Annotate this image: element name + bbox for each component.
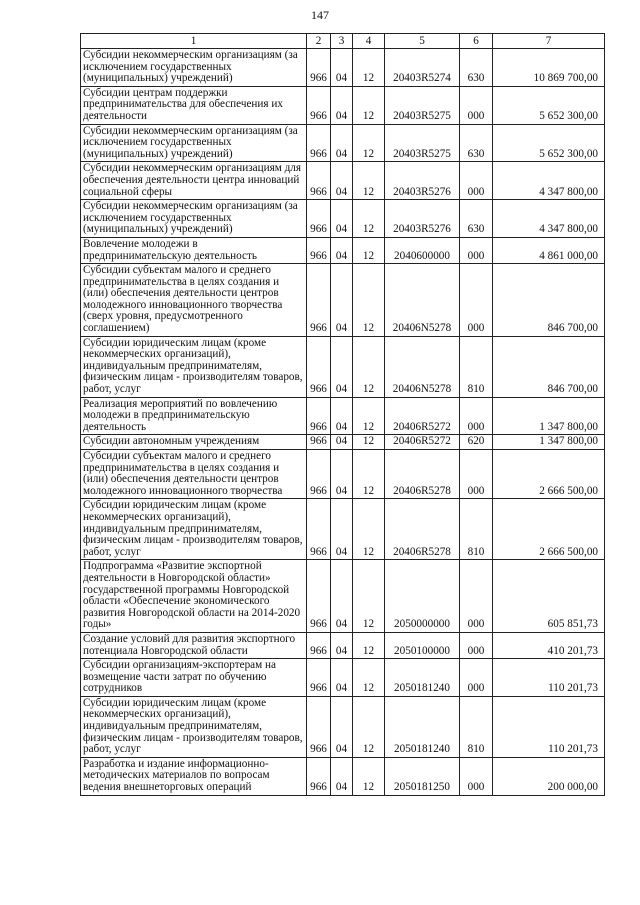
amount: 4 347 800,00: [493, 162, 605, 200]
section-code: 04: [331, 659, 353, 697]
expense-type-code: 000: [460, 560, 493, 633]
amount: 1 347 800,00: [493, 397, 605, 435]
row-name: Подпрограмма «Развитие экспортной деятельности в Новгородской области» государственной программы Новгородской области «Обеспечение экономического развития Новгородской области на 2014-2020 годы»: [81, 560, 307, 633]
admin-code: 966: [307, 757, 331, 795]
table-row: [81, 200, 605, 238]
admin-code: 966: [307, 49, 331, 87]
page-number: 147: [311, 8, 329, 22]
table-row: [81, 124, 605, 162]
expense-type-code: 000: [460, 397, 493, 435]
section-code: 04: [331, 336, 353, 397]
subsection-code: 12: [353, 757, 385, 795]
expense-type-code: 000: [460, 450, 493, 499]
row-name: Субсидии юридическим лицам (кроме некоммерческих организаций), индивидуальным предпринимателям, физическим лицам - производителям товаров, работ, услуг: [81, 499, 307, 560]
subsection-code: 12: [353, 264, 385, 337]
column-header: 4: [353, 34, 385, 49]
amount: 5 652 300,00: [493, 124, 605, 162]
column-header: 7: [493, 34, 605, 49]
row-name: Субсидии субъектам малого и среднего предпринимательства в целях создания и (или) обеспечения деятельности центров молодежного инновационного творчества (сверх уровня, предусмотренного соглашением): [81, 264, 307, 337]
table-header-row: [81, 34, 605, 49]
target-article-code: 2050181240: [385, 659, 460, 697]
table-row: [81, 499, 605, 560]
admin-code: 966: [307, 435, 331, 450]
section-code: 04: [331, 435, 353, 450]
row-name: Субсидии юридическим лицам (кроме некоммерческих организаций), индивидуальным предпринимателям, физическим лицам - производителям товаров, работ, услуг: [81, 336, 307, 397]
amount: 200 000,00: [493, 757, 605, 795]
budget-table: [80, 33, 605, 796]
expense-type-code: 000: [460, 264, 493, 337]
section-code: 04: [331, 450, 353, 499]
target-article-code: 20403R5275: [385, 86, 460, 124]
section-code: 04: [331, 86, 353, 124]
target-article-code: 2040600000: [385, 237, 460, 263]
table-row: [81, 336, 605, 397]
target-article-code: 20406N5278: [385, 264, 460, 337]
section-code: 04: [331, 237, 353, 263]
target-article-code: 20403R5276: [385, 162, 460, 200]
section-code: 04: [331, 397, 353, 435]
subsection-code: 12: [353, 632, 385, 658]
table-row: [81, 86, 605, 124]
subsection-code: 12: [353, 49, 385, 87]
target-article-code: 20403R5275: [385, 124, 460, 162]
section-code: 04: [331, 632, 353, 658]
target-article-code: 2050181240: [385, 696, 460, 757]
amount: 605 851,73: [493, 560, 605, 633]
amount: 4 347 800,00: [493, 200, 605, 238]
target-article-code: 20406N5278: [385, 336, 460, 397]
table-row: [81, 560, 605, 633]
target-article-code: 20406R5278: [385, 499, 460, 560]
section-code: 04: [331, 560, 353, 633]
admin-code: 966: [307, 560, 331, 633]
row-name: Субсидии некоммерческим организациям (за исключением государственных (муниципальных) учреждений): [81, 200, 307, 238]
row-name: Субсидии субъектам малого и среднего предпринимательства в целях создания и (или) обеспечения деятельности центров молодежного инновационного творчества: [81, 450, 307, 499]
target-article-code: 20406R5272: [385, 435, 460, 450]
expense-type-code: 810: [460, 696, 493, 757]
row-name: Субсидии центрам поддержки предпринимательства для обеспечения их деятельности: [81, 86, 307, 124]
section-code: 04: [331, 264, 353, 337]
section-code: 04: [331, 499, 353, 560]
target-article-code: 20406R5278: [385, 450, 460, 499]
amount: 10 869 700,00: [493, 49, 605, 87]
admin-code: 966: [307, 264, 331, 337]
subsection-code: 12: [353, 450, 385, 499]
row-name: Субсидии организациям-экспортерам на возмещение части затрат по обучению сотрудников: [81, 659, 307, 697]
target-article-code: 20406R5272: [385, 397, 460, 435]
expense-type-code: 810: [460, 499, 493, 560]
row-name: Реализация мероприятий по вовлечению молодежи в предпринимательскую деятельность: [81, 397, 307, 435]
expense-type-code: 000: [460, 757, 493, 795]
section-code: 04: [331, 124, 353, 162]
expense-type-code: 620: [460, 435, 493, 450]
column-header: 5: [385, 34, 460, 49]
expense-type-code: 000: [460, 86, 493, 124]
table-row: [81, 237, 605, 263]
subsection-code: 12: [353, 237, 385, 263]
expense-type-code: 810: [460, 336, 493, 397]
subsection-code: 12: [353, 397, 385, 435]
expense-type-code: 000: [460, 237, 493, 263]
row-name: Субсидии некоммерческим организациям для обеспечения деятельности центра инноваций социальной сферы: [81, 162, 307, 200]
admin-code: 966: [307, 336, 331, 397]
admin-code: 966: [307, 124, 331, 162]
subsection-code: 12: [353, 86, 385, 124]
row-name: Разработка и издание информационно-методических материалов по вопросам ведения внешнеторговых операций: [81, 757, 307, 795]
subsection-code: 12: [353, 200, 385, 238]
row-name: Вовлечение молодежи в предпринимательскую деятельность: [81, 237, 307, 263]
admin-code: 966: [307, 397, 331, 435]
row-name: Субсидии автономным учреждениям: [81, 435, 307, 450]
target-article-code: 2050181250: [385, 757, 460, 795]
table-row: [81, 162, 605, 200]
subsection-code: 12: [353, 499, 385, 560]
table-row: [81, 632, 605, 658]
subsection-code: 12: [353, 336, 385, 397]
amount: 110 201,73: [493, 659, 605, 697]
target-article-code: 2050000000: [385, 560, 460, 633]
expense-type-code: 000: [460, 632, 493, 658]
section-code: 04: [331, 200, 353, 238]
admin-code: 966: [307, 659, 331, 697]
admin-code: 966: [307, 450, 331, 499]
table-row: [81, 757, 605, 795]
admin-code: 966: [307, 162, 331, 200]
amount: 5 652 300,00: [493, 86, 605, 124]
amount: 110 201,73: [493, 696, 605, 757]
table-row: [81, 450, 605, 499]
admin-code: 966: [307, 237, 331, 263]
admin-code: 966: [307, 499, 331, 560]
subsection-code: 12: [353, 435, 385, 450]
table-row: [81, 264, 605, 337]
admin-code: 966: [307, 696, 331, 757]
column-header: 1: [81, 34, 307, 49]
section-code: 04: [331, 162, 353, 200]
subsection-code: 12: [353, 162, 385, 200]
admin-code: 966: [307, 632, 331, 658]
target-article-code: 20403R5276: [385, 200, 460, 238]
amount: 846 700,00: [493, 336, 605, 397]
amount: 1 347 800,00: [493, 435, 605, 450]
subsection-code: 12: [353, 659, 385, 697]
row-name: Создание условий для развития экспортного потенциала Новгородской области: [81, 632, 307, 658]
section-code: 04: [331, 757, 353, 795]
expense-type-code: 000: [460, 659, 493, 697]
amount: 4 861 000,00: [493, 237, 605, 263]
subsection-code: 12: [353, 124, 385, 162]
expense-type-code: 630: [460, 200, 493, 238]
table-row: [81, 659, 605, 697]
amount: 846 700,00: [493, 264, 605, 337]
column-header: 2: [307, 34, 331, 49]
table-row: [81, 49, 605, 87]
section-code: 04: [331, 49, 353, 87]
expense-type-code: 000: [460, 162, 493, 200]
amount: 410 201,73: [493, 632, 605, 658]
table-row: [81, 696, 605, 757]
column-header: 3: [331, 34, 353, 49]
admin-code: 966: [307, 200, 331, 238]
table-body: [81, 49, 605, 796]
amount: 2 666 500,00: [493, 499, 605, 560]
subsection-code: 12: [353, 696, 385, 757]
admin-code: 966: [307, 86, 331, 124]
expense-type-code: 630: [460, 49, 493, 87]
expense-type-code: 630: [460, 124, 493, 162]
row-name: Субсидии некоммерческим организациям (за исключением государственных (муниципальных) учреждений): [81, 124, 307, 162]
subsection-code: 12: [353, 560, 385, 633]
row-name: Субсидии некоммерческим организациям (за исключением государственных (муниципальных) учреждений): [81, 49, 307, 87]
section-code: 04: [331, 696, 353, 757]
row-name: Субсидии юридическим лицам (кроме некоммерческих организаций), индивидуальным предпринимателям, физическим лицам - производителям товаров, работ, услуг: [81, 696, 307, 757]
table-row: [81, 435, 605, 450]
target-article-code: 20403R5274: [385, 49, 460, 87]
target-article-code: 2050100000: [385, 632, 460, 658]
amount: 2 666 500,00: [493, 450, 605, 499]
table-row: [81, 397, 605, 435]
column-header: 6: [460, 34, 493, 49]
